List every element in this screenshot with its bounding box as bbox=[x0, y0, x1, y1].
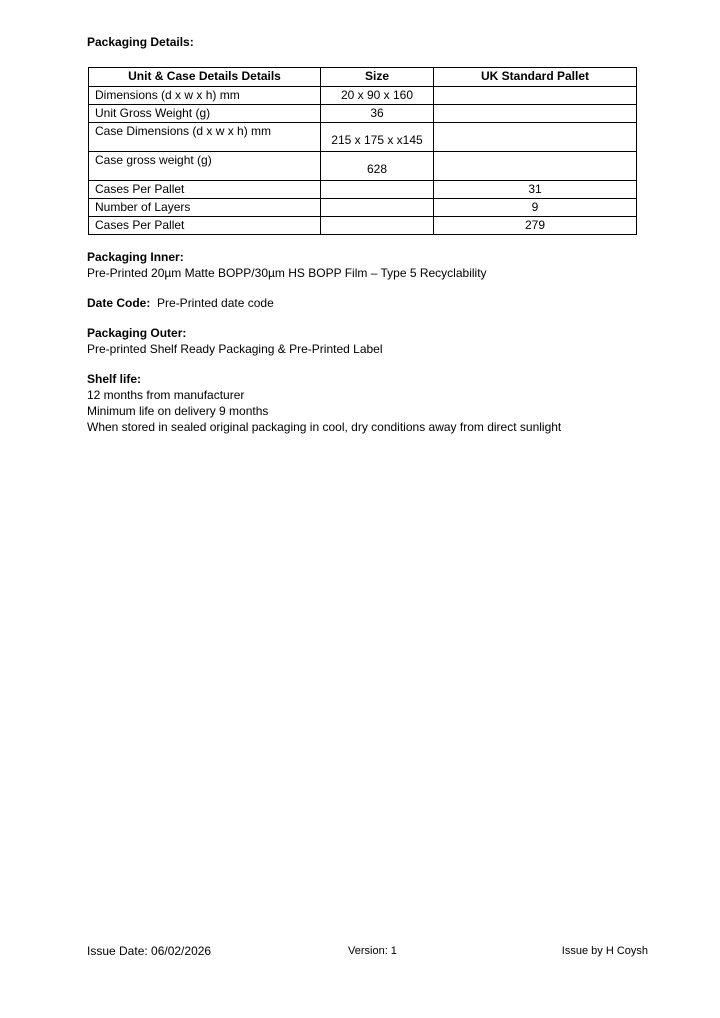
packaging-inner-heading: Packaging Inner: bbox=[87, 250, 184, 264]
date-code-text: Pre-Printed date code bbox=[157, 296, 274, 310]
row-label: Case Dimensions (d x w x h) mm bbox=[89, 123, 321, 152]
footer-version: Version: 1 bbox=[348, 945, 397, 957]
date-code-label: Date Code: bbox=[87, 296, 151, 310]
date-code-line bbox=[87, 295, 647, 311]
column-header-size: Size bbox=[321, 68, 434, 87]
table-row bbox=[89, 199, 637, 217]
shelf-life-line: When stored in sealed original packaging in cool, dry conditions away from direct sunlight bbox=[87, 420, 562, 434]
row-pallet bbox=[434, 87, 637, 105]
page-footer bbox=[87, 943, 648, 959]
row-size: 20 x 90 x 160 bbox=[321, 87, 434, 105]
table-header-row bbox=[89, 68, 637, 87]
packaging-details-table bbox=[88, 67, 637, 235]
row-label: Number of Layers bbox=[89, 199, 321, 217]
date-code-section bbox=[87, 295, 647, 311]
row-label: Unit Gross Weight (g) bbox=[89, 105, 321, 123]
row-label: Dimensions (d x w x h) mm bbox=[89, 87, 321, 105]
row-pallet bbox=[434, 152, 637, 181]
row-label: Cases Per Pallet bbox=[89, 217, 321, 235]
table-row bbox=[89, 123, 637, 152]
packaging-inner-section bbox=[87, 249, 647, 281]
table-row bbox=[89, 152, 637, 181]
shelf-life-line: 12 months from manufacturer bbox=[87, 388, 245, 402]
row-label: Case gross weight (g) bbox=[89, 152, 321, 181]
row-size bbox=[321, 217, 434, 235]
table-row bbox=[89, 105, 637, 123]
table-row bbox=[89, 87, 637, 105]
row-size: 215 x 175 x x145 bbox=[321, 123, 434, 152]
column-header-unit-case: Unit & Case Details Details bbox=[89, 68, 321, 87]
footer-issued-by: Issue by H Coysh bbox=[561, 945, 648, 957]
row-pallet: 31 bbox=[434, 181, 637, 199]
packaging-outer-section bbox=[87, 325, 647, 357]
document-page bbox=[87, 34, 647, 435]
packaging-outer-text: Pre-printed Shelf Ready Packaging & Pre-Printed Label bbox=[87, 342, 383, 356]
row-label: Cases Per Pallet bbox=[89, 181, 321, 199]
packaging-inner-text: Pre-Printed 20µm Matte BOPP/30µm HS BOPP Film – Type 5 Recyclability bbox=[87, 266, 487, 280]
packaging-details-heading: Packaging Details: bbox=[87, 35, 194, 49]
shelf-life-line: Minimum life on delivery 9 months bbox=[87, 404, 269, 418]
row-size: 36 bbox=[321, 105, 434, 123]
row-pallet: 279 bbox=[434, 217, 637, 235]
shelf-life-section bbox=[87, 371, 647, 435]
row-pallet bbox=[434, 123, 637, 152]
footer-issue-date: Issue Date: 06/02/2026 bbox=[87, 944, 212, 958]
row-size bbox=[321, 181, 434, 199]
table-row bbox=[89, 217, 637, 235]
packaging-outer-heading: Packaging Outer: bbox=[87, 326, 187, 340]
table-row bbox=[89, 181, 637, 199]
row-size: 628 bbox=[321, 152, 434, 181]
column-header-pallet: UK Standard Pallet bbox=[434, 68, 637, 87]
row-pallet bbox=[434, 105, 637, 123]
row-size bbox=[321, 199, 434, 217]
row-pallet: 9 bbox=[434, 199, 637, 217]
shelf-life-heading: Shelf life: bbox=[87, 372, 142, 386]
